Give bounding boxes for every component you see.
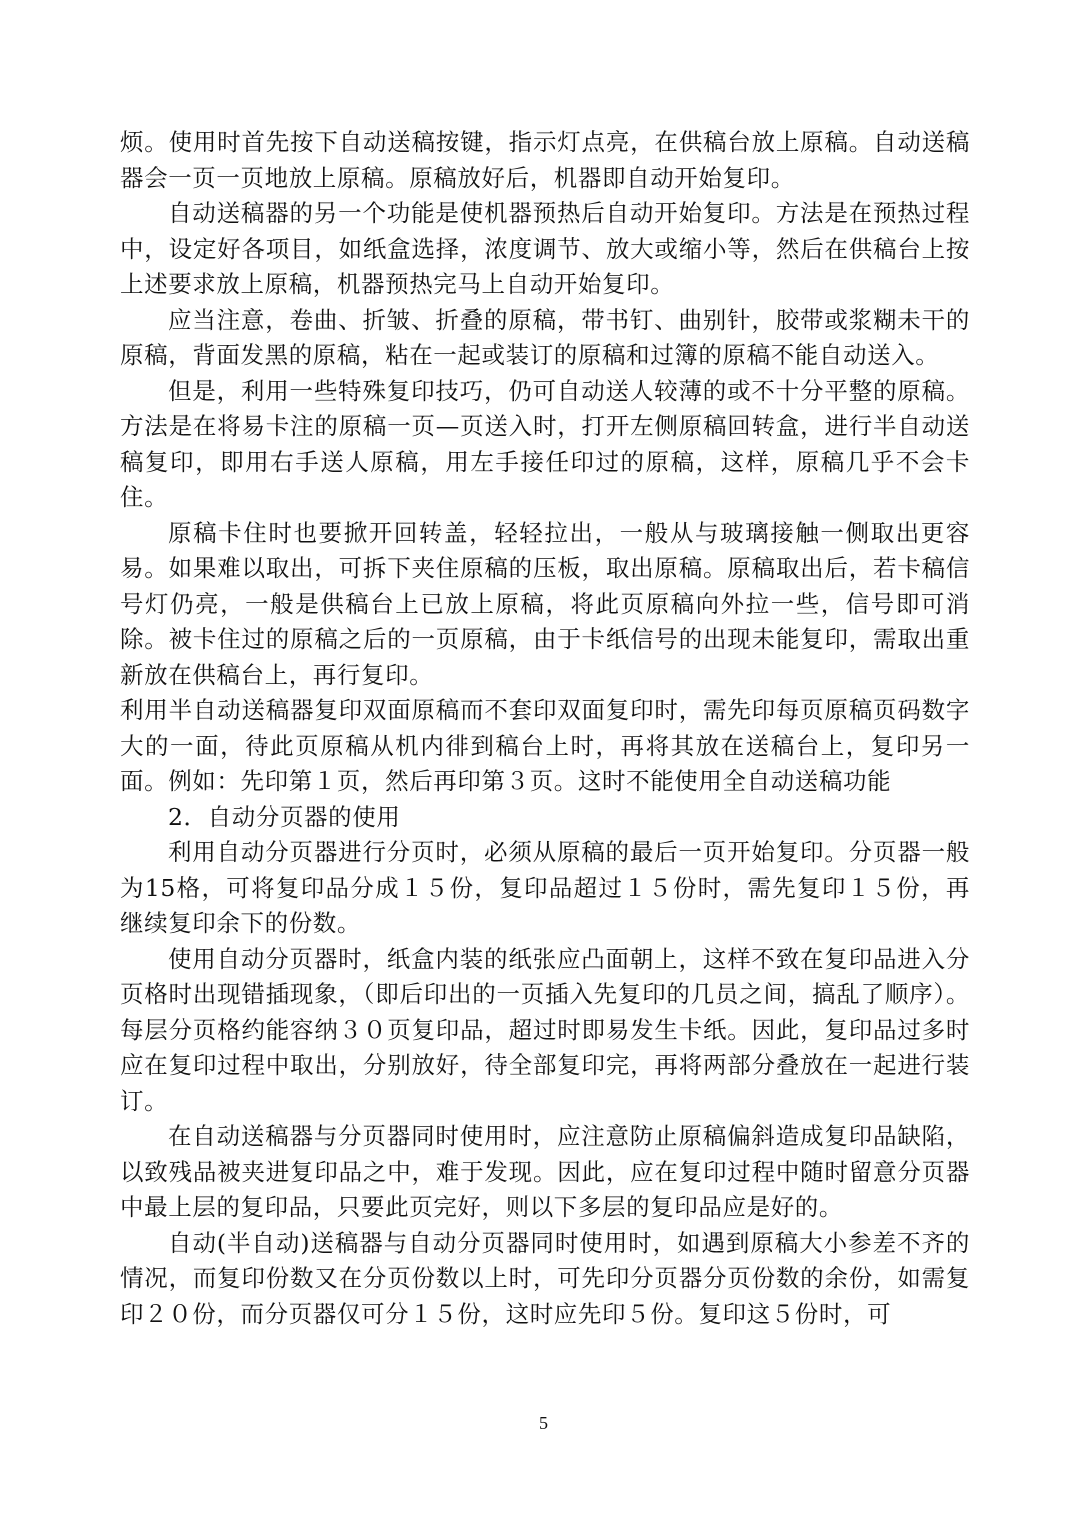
paragraph: 利用自动分页器进行分页时，必须从原稿的最后一页开始复印。分页器一般为15格，可将复印品分成１５份，复印品超过１５份时，需先复印１５份，再继续复印余下的份数。 — [120, 838, 970, 937]
paragraph: 使用自动分页器时，纸盒内装的纸张应凸面朝上，这样不致在复印品进入分页格时出现错插现象，（即后印出的一页插入先复印的几员之间，搞乱了顺序）。每层分页格约能容纳３０页复印品，超过时即易发生卡纸。因此，复印品过多时应在复印过程中取出，分别放好，待全部复印完，再将两部分叠放在一起进行装订。 — [120, 944, 970, 1115]
paragraph: 应当注意，卷曲、折皱、折叠的原稿，带书钉、曲别针，胶带或浆糊未干的原稿，背面发黑的原稿，粘在一起或装订的原稿和过簿的原稿不能自动送入。 — [120, 305, 970, 369]
paragraph: 原稿卡住时也要掀开回转盖，轻轻拉出，一般从与玻璃接触一侧取出更容易。如果难以取出，可拆下夹住原稿的压板，取出原稿。原稿取出后，若卡稿信号灯仍亮，一般是供稿台上已放上原稿，将此页原稿向外拉一些，信号即可消除。被卡住过的原稿之后的一页原稿，由于卡纸信号的出现未能复印，需取出重新放在供稿台上，再行复印。 — [120, 518, 970, 689]
paragraph: 自动(半自动)送稿器与自动分页器同时使用时，如遇到原稿大小参差不齐的情况，而复印份数又在分页份数以上时，可先印分页器分页份数的余份，如需复印２０份，而分页器仅可分１５份，这时应先印５份。复印这５份时，可 — [120, 1228, 970, 1328]
paragraph: 利用半自动送稿器复印双面原稿而不套印双面复印时，需先印每页原稿页码数字大的一面，待此页原稿从机内徘到稿台上时，再将其放在送稿台上，复印另一面。例如：先印第１页，然后再印第３页。这时不能使用全自动送稿功能 — [120, 696, 970, 795]
paragraph: 但是，利用一些特殊复印技巧，仍可自动送人较薄的或不十分平整的原稿。方法是在将易卡注的原稿一页—页送入时，打开左侧原稿回转盒，进行半自动送稿复印，即用右手送人原稿，用左手接任印过的原稿，这样，原稿几乎不会卡住。 — [120, 376, 970, 511]
paragraph: 自动送稿器的另一个功能是使机器预热后自动开始复印。方法是在预热过程中，设定好各项目，如纸盒选择，浓度调节、放大或缩小等，然后在供稿台上按上述要求放上原稿，机器预热完马上自动开始复印。 — [120, 199, 970, 298]
paragraph: 烦。使用时首先按下自动送稿按键，指示灯点亮，在供稿台放上原稿。自动送稿器会一页一页地放上原稿。原稿放好后，机器即自动开始复印。 — [120, 128, 970, 192]
paragraph: 在自动送稿器与分页器同时使用时，应注意防止原稿偏斜造成复印品缺陷，以致残品被夹进复印品之中，难于发现。因此，应在复印过程中随时留意分页器中最上层的复印品，只要此页完好，则以下多层的复印品应是好的。 — [120, 1122, 970, 1221]
section-heading: 2．自动分页器的使用 — [168, 802, 401, 831]
page-number: 5 — [539, 1413, 548, 1433]
document-body — [120, 125, 970, 1332]
